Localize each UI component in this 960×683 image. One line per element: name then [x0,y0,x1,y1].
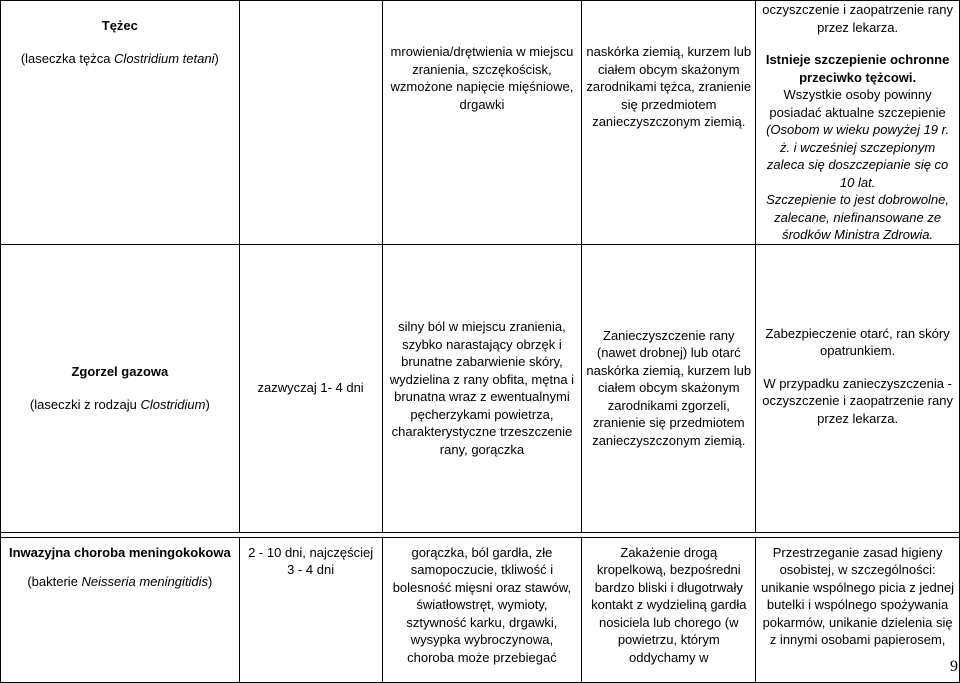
symptoms-text: mrowienia/drętwienia w miejscu zranienia, szczękościsk, wzmożone napięcie mięśniowe, drgawki [390,44,574,112]
incubation-text: zazwyczaj 1- 4 dni [257,380,364,396]
incubation-cell [239,244,382,532]
prevention-cell [756,1,960,245]
prevention-text-a: oczyszczenie i zaopatrzenie rany przez lekarza. [762,2,953,35]
incubation-cell [239,537,382,682]
table-row [1,537,960,682]
transmission-text: Zakażenie drogą kropelkową, bezpośredni bardzo bliski i długotrwały kontakt z wydzieliną gardła nosiciela lub chorego (w powietrzu, którym oddychamy w [591,544,747,665]
prevention-text-b: W przypadku zanieczyszczenia - oczyszczenie i zaopatrzenie rany przez lekarza. [762,375,953,426]
prevention-text-e: Szczepienie to jest dobrowolne, zalecane, niefinansowane ze środków Ministra Zdrowia. [766,192,950,242]
disease-name: Tężec [101,18,138,33]
disease-cause: (laseczki z rodzaju Clostridium) [29,396,210,412]
disease-name: Inwazyjna choroba meningokokowa [8,544,231,560]
transmission-text: Zanieczyszczenie rany (nawet drobnej) lub otarć naskórka ziemią, kurzem lub ciałem obcym skażonym zarodnikami zgorzeli, zranienie się przedmiotem zanieczyszczonym ziemią. [586,327,752,448]
disease-cell [1,537,240,682]
prevention-text-b: Istnieje szczepienie ochronne przeciwko tężcowi. [765,52,950,85]
page-number: 9 [950,658,958,675]
prevention-text-a: Przestrzeganie zasad higieny osobistej, w szczególności: unikanie wspólnego picia z jednej butelki i wspólnego spożywania pokarmów, unikanie dzielenia się z innymi osobami papierosem, [761,544,955,647]
disease-cause: (bakterie Neisseria meningitidis) [27,574,213,589]
prevention-cell [756,537,960,682]
disease-cell [1,244,240,532]
prevention-cell [756,244,960,532]
transmission-cell [582,1,756,245]
transmission-cell [582,244,756,532]
symptoms-cell [382,537,582,682]
table-row [1,244,960,532]
prevention-text-a: Zabezpieczenie otarć, ran skóry opatrunkiem. [765,325,950,358]
prevention-text-c: Wszystkie osoby powinny posiadać aktualne szczepienie [769,87,946,120]
symptoms-text: gorączka, ból gardła, złe samopoczucie, tkliwość i bolesność mięsni oraz stawów, światłowstręt, wymioty, sztywność karku, drgawki, wysypka wybroczynowa, choroba może przebiegać [392,544,572,665]
symptoms-cell [382,244,582,532]
transmission-cell [582,537,756,682]
symptoms-cell [382,1,582,245]
disease-cell [1,1,240,245]
incubation-text: 2 - 10 dni, najczęściej 3 - 4 dni [248,544,374,577]
incubation-cell [239,1,382,245]
disease-cause: (laseczka tężca Clostridium tetani) [20,50,219,66]
symptoms-text: silny ból w miejscu zranienia, szybko narastający obrzęk i brunatne zabarwienie skóry, wydzielina z rany obfita, mętna i brunatna wraz z ewentualnymi pęcherzykami powietrza, charakterystyczne trzeszczenie rany, gorączka [389,319,575,457]
transmission-text: naskórka ziemią, kurzem lub ciałem obcym skażonym zarodnikami tężca, zranienie się przedmiotem zanieczyszczonym ziemią. [586,44,752,129]
table-row [1,1,960,245]
prevention-text-d: (Osobom w wieku powyżej 19 r. ż. i wcześniej szczepionym zaleca się doszczepianie się co 10 lat. [766,122,950,190]
disease-name: Zgorzel gazowa [71,364,169,379]
